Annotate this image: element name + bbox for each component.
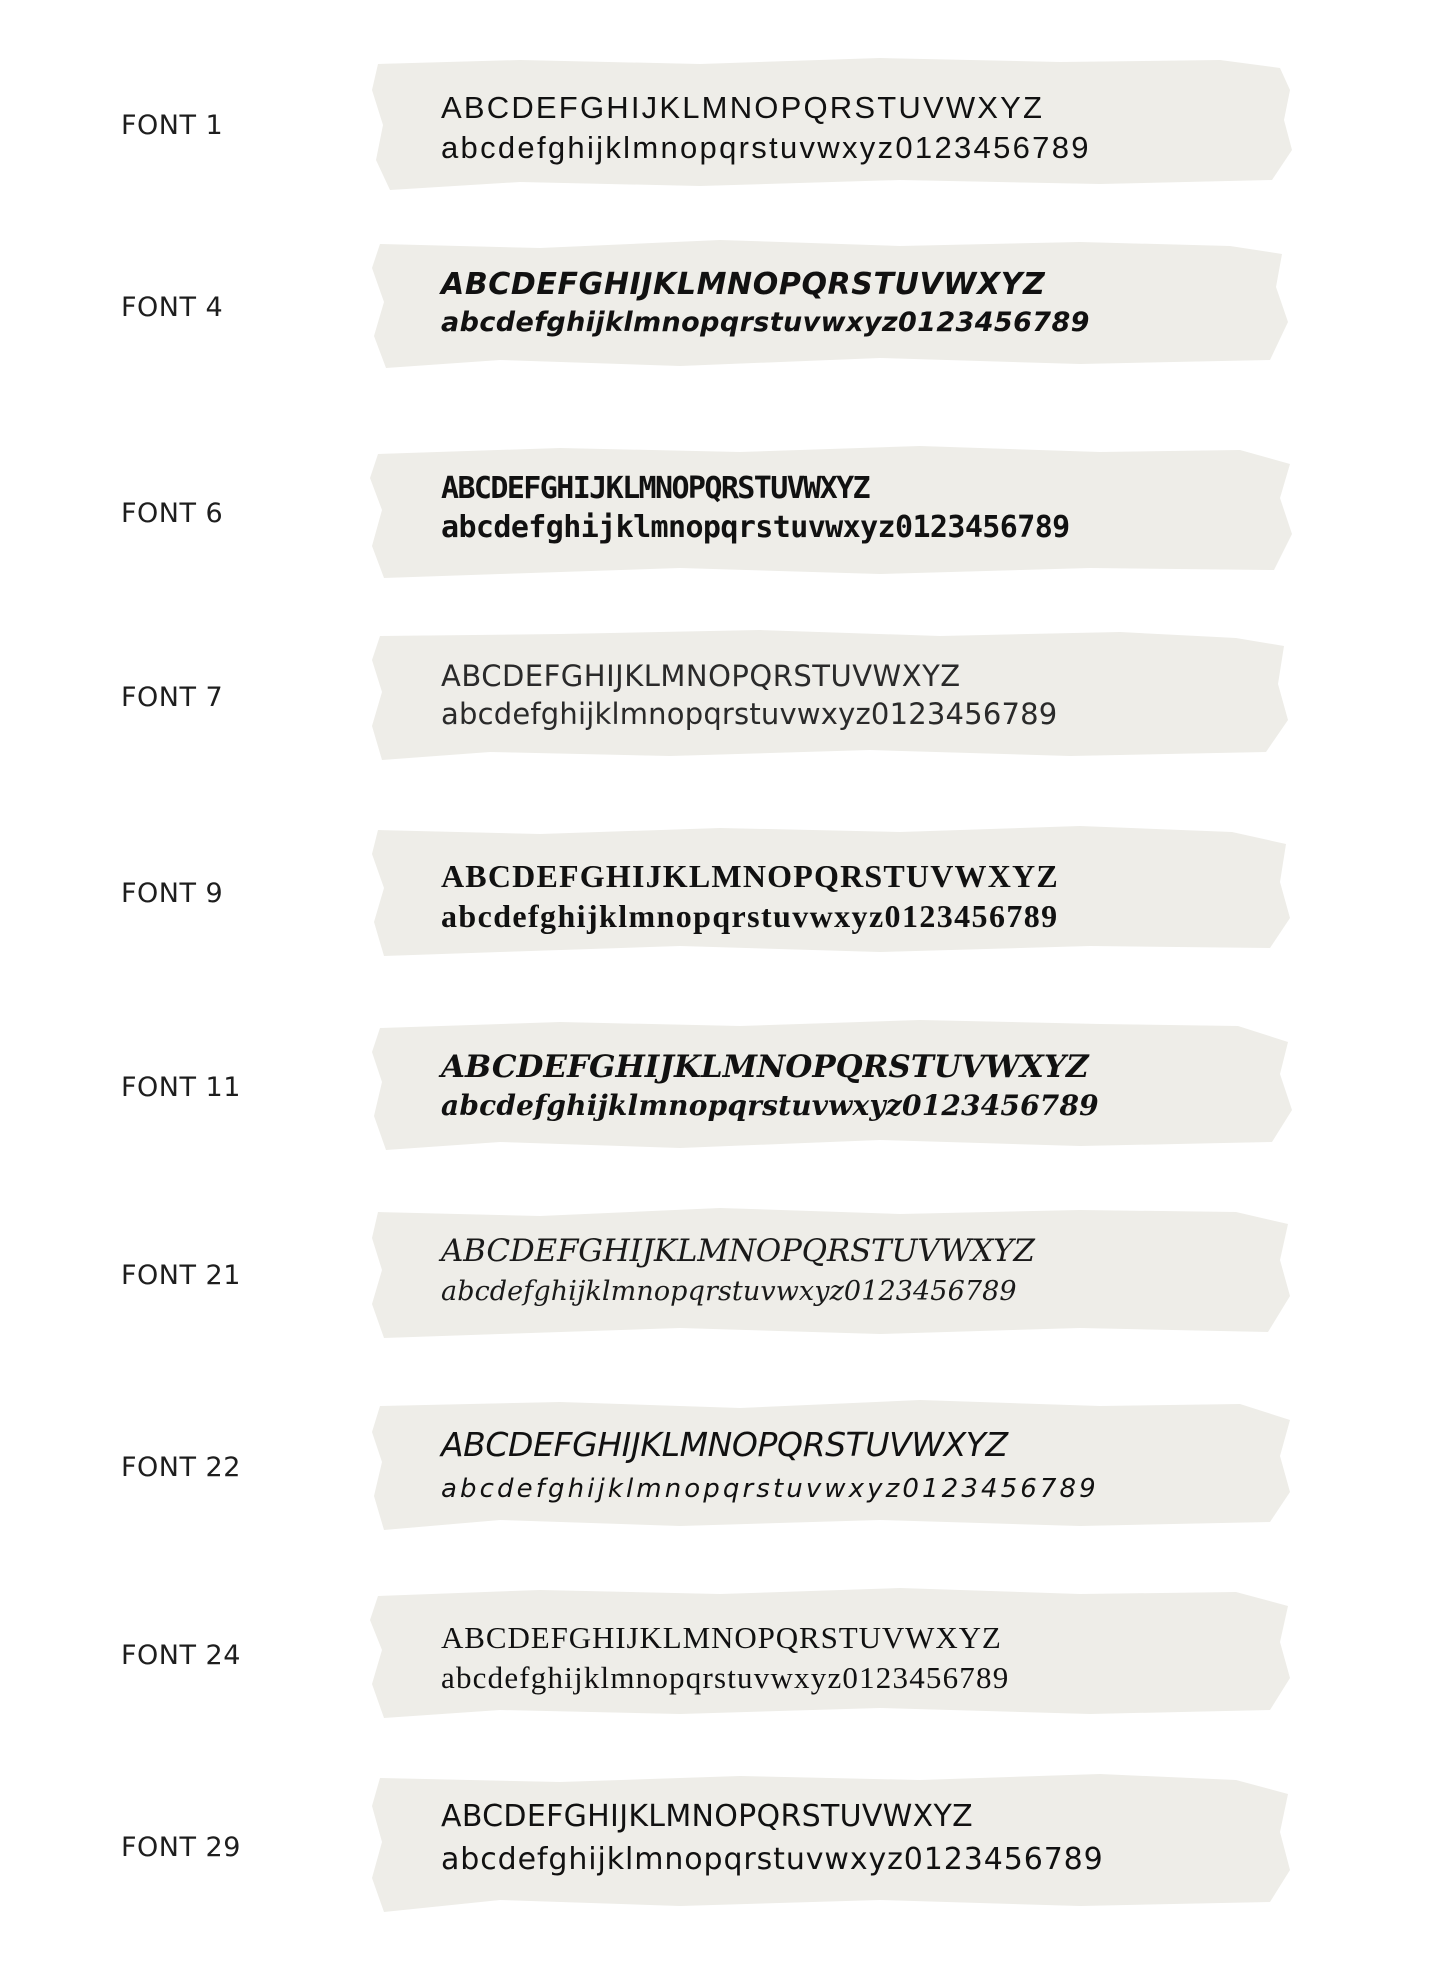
font-sample xyxy=(441,1425,1099,1504)
font-row-24 xyxy=(0,1580,1445,1730)
lowercase-sample: abcdefghijklmnopqrstuvwxyz0123456789 xyxy=(441,130,1091,165)
font-label: FONT 11 xyxy=(121,1072,241,1103)
lowercase-sample: abcdefghijklmnopqrstuvwxyz0123456789 xyxy=(441,1660,1010,1695)
uppercase-sample: ABCDEFGHIJKLMNOPQRSTUVWXYZ xyxy=(441,1620,1002,1655)
font-sample xyxy=(441,267,1090,338)
lowercase-sample: abcdefghijklmnopqrstuvwxyz0123456789 xyxy=(441,1474,1099,1504)
font-sample xyxy=(441,659,1058,731)
font-label: FONT 7 xyxy=(121,682,224,713)
font-sample xyxy=(441,1233,1035,1307)
font-label: FONT 21 xyxy=(121,1260,241,1291)
font-row-1 xyxy=(0,50,1445,200)
lowercase-sample: abcdefghijklmnopqrstuvwxyz0123456789 xyxy=(441,1276,1017,1307)
font-row-6 xyxy=(0,438,1445,588)
lowercase-sample: abcdefghijklmnopqrstuvwxyz0123456789 xyxy=(441,898,1059,934)
font-row-4 xyxy=(0,232,1445,382)
uppercase-sample: ABCDEFGHIJKLMNOPQRSTUVWXYZ xyxy=(441,1799,973,1834)
uppercase-sample: ABCDEFGHIJKLMNOPQRSTUVWXYZ xyxy=(441,1425,1008,1464)
font-sample xyxy=(441,1049,1099,1122)
uppercase-sample: ABCDEFGHIJKLMNOPQRSTUVWXYZ xyxy=(441,471,869,506)
lowercase-sample: abcdefghijklmnopqrstuvwxyz0123456789 xyxy=(441,307,1090,338)
font-row-22 xyxy=(0,1392,1445,1542)
lowercase-sample: abcdefghijklmnopqrstuvwxyz0123456789 xyxy=(441,1842,1104,1877)
lowercase-sample: abcdefghijklmnopqrstuvwxyz0123456789 xyxy=(441,1089,1099,1122)
font-label: FONT 22 xyxy=(121,1452,241,1483)
lowercase-sample: abcdefghijklmnopqrstuvwxyz0123456789 xyxy=(441,697,1058,731)
font-sample xyxy=(441,92,1091,163)
font-label: FONT 6 xyxy=(121,498,224,529)
font-sample xyxy=(441,860,1059,932)
font-label: FONT 4 xyxy=(121,292,224,323)
font-label: FONT 9 xyxy=(121,878,224,909)
lowercase-sample: abcdefghijklmnopqrstuvwxyz0123456789 xyxy=(441,510,1070,545)
font-sample xyxy=(441,471,1070,545)
font-label: FONT 29 xyxy=(121,1832,241,1863)
font-row-11 xyxy=(0,1012,1445,1162)
uppercase-sample: ABCDEFGHIJKLMNOPQRSTUVWXYZ xyxy=(441,90,1045,125)
font-label: FONT 24 xyxy=(121,1640,241,1671)
font-row-21 xyxy=(0,1200,1445,1350)
font-row-9 xyxy=(0,818,1445,968)
uppercase-sample: ABCDEFGHIJKLMNOPQRSTUVWXYZ xyxy=(441,267,1046,302)
font-sample xyxy=(441,1622,1009,1693)
font-row-7 xyxy=(0,622,1445,772)
uppercase-sample: ABCDEFGHIJKLMNOPQRSTUVWXYZ xyxy=(441,858,1059,894)
uppercase-sample: ABCDEFGHIJKLMNOPQRSTUVWXYZ xyxy=(441,1233,1035,1269)
uppercase-sample: ABCDEFGHIJKLMNOPQRSTUVWXYZ xyxy=(441,659,961,693)
font-row-29 xyxy=(0,1766,1445,1926)
uppercase-sample: ABCDEFGHIJKLMNOPQRSTUVWXYZ xyxy=(441,1049,1089,1085)
font-sample xyxy=(441,1799,1104,1877)
font-label: FONT 1 xyxy=(121,110,224,141)
